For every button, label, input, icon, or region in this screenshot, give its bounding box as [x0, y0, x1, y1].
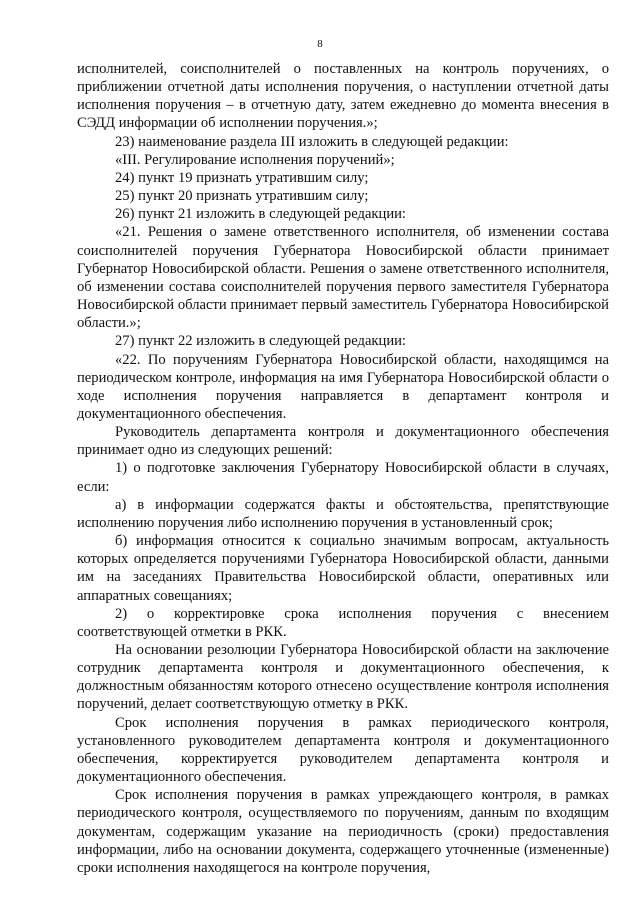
paragraph-item-27: 27) пункт 22 изложить в следующей редакции:: [115, 333, 406, 350]
paragraph-periodic-deadline: Срок исполнения поручения в рамках периодического контроля, установленного руководителем департамента контроля и документационного обеспечения, корректируется руководителем департамента контроля и документационного обеспечения.: [77, 714, 609, 786]
paragraph-item-25: 25) пункт 20 признать утратившим силу;: [115, 188, 369, 205]
paragraph-preventive-deadline: Срок исполнения поручения в рамках упреждающего контроля, в рамках периодического контроля, осуществляемого по поручениям, данным по входящим документам, содержащим указание на периодичность (сроки) предоставления информации, либо на основании документа, содержащего уточненные (измененные) сроки исполнения находящегося на контроле поручения,: [77, 787, 609, 876]
paragraph-item-24: 24) пункт 19 признать утратившим силу;: [115, 169, 369, 186]
paragraph-point-21: «21. Решения о замене ответственного исполнителя, об изменении состава соисполнителей поручения Губернатора Новосибирской области принимает Губернатор Новосибирской области. Решения о замене ответственного исполнителя, об изменении состава соисполнителей поручения первого заместителя Губернатора Новосибирской области принимает первый заместитель Губернатора Новосибирской области.»;: [77, 224, 609, 332]
paragraph-case-b: б) информация относится к социально значимым вопросам, актуальность которых определяется поручениями Губернатора Новосибирской области, данными им на заседаниях Правительства Новосибирской области, оперативных или аппаратных совещаниях;: [77, 533, 609, 604]
paragraph-resolution: На основании резолюции Губернатора Новосибирской области на заключение сотрудник департамента контроля и документационного обеспечения, к должностным обязанностям которого отнесено осуществление контроля исполнения поручений, делает соответствующую отметку в РКК.: [77, 642, 609, 713]
page-number: 8: [317, 38, 323, 50]
paragraph-head-decisions: Руководитель департамента контроля и документационного обеспечения принимает одно из следующих решений:: [77, 424, 609, 459]
paragraph-item-23: 23) наименование раздела III изложить в следующей редакции:: [115, 133, 509, 150]
paragraph-item-26: 26) пункт 21 изложить в следующей редакции:: [115, 206, 406, 223]
paragraph-continuation: исполнителей, соисполнителей о поставленных на контроль поручениях, о приближении отчетной даты исполнения поручения, о наступлении отчетной даты исполнения поручения – в отчетную дату, затем ежедневно до момента внесения в СЭДД информации об исполнении поручения.»;: [77, 61, 609, 132]
paragraph-section-title: «III. Регулирование исполнения поручений»;: [115, 151, 395, 168]
paragraph-case-a: а) в информации содержатся факты и обстоятельства, препятствующие исполнению поручения либо исполнению поручения в установленный срок;: [77, 496, 609, 531]
paragraph-decision-2: 2) о корректировке срока исполнения поручения с внесением соответствующей отметки в РКК.: [77, 605, 609, 640]
paragraph-decision-1: 1) о подготовке заключения Губернатору Новосибирской области в случаях, если:: [77, 460, 609, 495]
document-body: [77, 60, 609, 877]
paragraph-point-22: «22. По поручениям Губернатора Новосибирской области, находящимся на периодическом контроле, информация на имя Губернатора Новосибирской области о ходе исполнения поручения направляется в департамент контроля и документационного обеспечения.: [77, 351, 609, 422]
